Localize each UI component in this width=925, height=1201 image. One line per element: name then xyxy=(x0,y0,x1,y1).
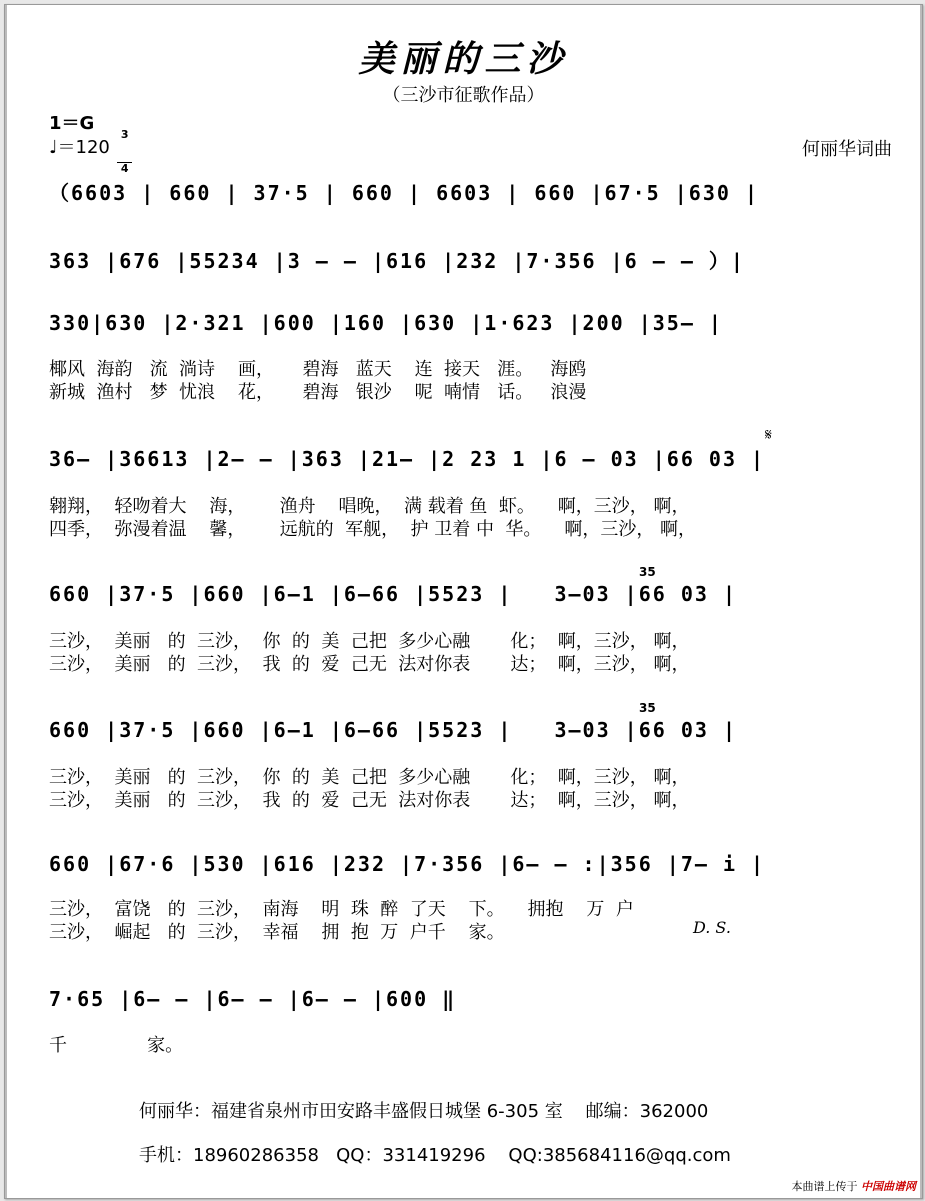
site-logo: 中国曲谱网 xyxy=(861,1180,916,1193)
lyric-line-2a: 翱翔， 轻吻着大 海， 渔舟 唱晚， 满 载着 鱼 虾。 啊，三沙， 啊， xyxy=(49,496,690,517)
music-line-8: 7·65 |6— — |6— — |6— — |600 ‖ xyxy=(49,987,457,1011)
grace-notes-1: 35 xyxy=(639,565,656,579)
lyric-line-4a: 三沙， 美丽 的 三沙， 你 的 美 己把 多少心融 化； 啊，三沙， 啊， xyxy=(49,767,690,788)
left-edge xyxy=(5,5,7,1198)
lyric-line-2b: 四季， 弥漫着温 馨， 远航的 军舰， 护 卫着 中 华。 啊，三沙， 啊， xyxy=(49,519,697,540)
lyric-line-1a: 椰风 海韵 流 淌诗 画， 碧海 蓝天 连 接天 涯。 海鸥 xyxy=(49,359,587,380)
lyric-line-3b: 三沙， 美丽 的 三沙， 我 的 爱 己无 法对你表 达； 啊，三沙， 啊， xyxy=(49,654,690,675)
music-line-3: 330|630 |2·321 |600 |160 |630 |1·623 |200 |35— | xyxy=(49,311,723,335)
lyric-line-6: 千 家。 xyxy=(49,1035,184,1056)
upload-prefix: 本曲谱上传于 xyxy=(791,1180,858,1193)
tempo-mark: ♩＝120 xyxy=(49,137,110,158)
lyric-line-1b: 新城 渔村 梦 忧浪 花， 碧海 银沙 呢 喃情 话。 浪漫 xyxy=(49,382,587,403)
music-line-7: 660 |67·6 |530 |616 |232 |7·356 |6— — :|356 |7— i | xyxy=(49,852,766,876)
right-edge xyxy=(920,5,922,1198)
upload-credit xyxy=(792,1178,917,1194)
lyric-line-4b: 三沙， 美丽 的 三沙， 我 的 爱 己无 法对你表 达； 啊，三沙， 啊， xyxy=(49,790,690,811)
key-signature: 1＝G xyxy=(49,113,95,134)
lyric-line-5a: 三沙， 富饶 的 三沙， 南海 明 珠 醉 了天 下。 拥抱 万 户 xyxy=(49,899,634,920)
time-sig-bottom: 4 xyxy=(117,162,132,174)
segno-sign: 𝄋 xyxy=(765,425,772,444)
music-line-5: 660 |37·5 |660 |6—1 |6—66 |5523 | 3—03 |66 03 | xyxy=(49,582,738,606)
dal-segno-mark: D. S. xyxy=(693,918,731,937)
author-credit: 何丽华词曲 xyxy=(802,139,892,160)
lyric-line-3a: 三沙， 美丽 的 三沙， 你 的 美 己把 多少心融 化； 啊，三沙， 啊， xyxy=(49,631,690,652)
footer-contact: 手机：18960286358 QQ：331419296 QQ:385684116@qq.com xyxy=(139,1145,731,1166)
footer-address: 何丽华：福建省泉州市田安路丰盛假日城堡 6-305 室 邮编：362000 xyxy=(139,1101,709,1122)
song-subtitle: （三沙市征歌作品） xyxy=(382,85,545,106)
music-line-6: 660 |37·5 |660 |6—1 |6—66 |5523 | 3—03 |66 03 | xyxy=(49,718,738,742)
lyric-line-5b: 三沙， 崛起 的 三沙， 幸福 拥 抱 万 户千 家。 xyxy=(49,922,505,943)
music-line-1: （6603 | 660 | 37·5 | 660 | 6603 | 660 |67·5 |630 | xyxy=(49,181,760,205)
music-line-4: 36— |36613 |2— — |363 |21— |2 23 1 |6 — 03 |66 03 | xyxy=(49,447,766,471)
time-sig-top: 3 xyxy=(120,128,129,141)
grace-notes-2: 35 xyxy=(639,701,656,715)
song-title: 美丽的三沙 xyxy=(358,38,569,80)
music-line-2: 363 |676 |55234 |3 — — |616 |232 |7·356 |6 — — ）| xyxy=(49,249,745,273)
score-page xyxy=(4,4,923,1199)
